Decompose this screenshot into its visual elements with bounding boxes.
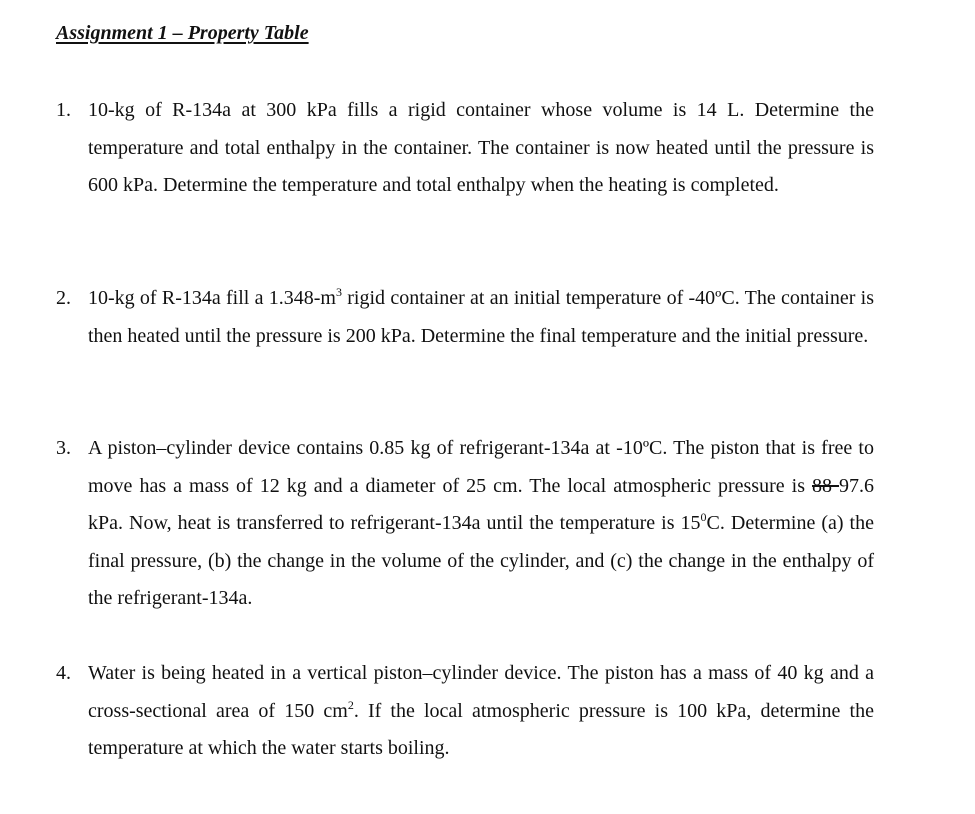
superscript: 0 [700,510,707,525]
problem-number: 2. [56,287,71,309]
problem-text-part: Water is being heated in a vertical piston–cylinder device. The piston has a mass of 40 kg and a cross-sectional area of 150 cm [88,662,874,722]
struck-text: 88 [812,474,840,497]
page-title: Assignment 1 – Property Table [56,22,309,44]
problem-text-part: rigid container at an initial temperature of -40ºC. The container is then heated until the pressure is 200 kPa. Determine the final temperature and the initial pressure. [88,287,875,347]
problem-number: 3. [56,437,71,459]
problem-text [88,92,874,205]
problem-text-part: 97.6 kPa. Now, heat is transferred to refrigerant-134a until the temperature is 15 [88,474,875,535]
problem-text [88,655,874,768]
problem-text [88,280,874,355]
problem-text-part: A piston–cylinder device contains 0.85 kg of refrigerant-134a at -10ºC. The piston that is free to move has a mass of 12 kg and a diameter of 25 cm. The local atmospheric pressure is [88,437,874,497]
problem-4 [56,655,874,768]
superscript: 2 [347,697,354,712]
problem-text [88,430,874,618]
problem-2 [56,280,874,355]
superscript: 3 [336,285,342,299]
problem-1 [56,92,874,205]
problem-text-part: C. Determine (a) the final pressure, (b) the change in the volume of the cylinder, and (c) the change in the enthalpy of the refrigerant-134a. [88,512,874,610]
problem-text-part: 10-kg of R-134a at 300 kPa fills a rigid container whose volume is 14 L. Determine the temperature and total enthalpy in the container. The container is now heated until the pressure is 600 kPa. Determine the temperature and total enthalpy when the heating is completed. [88,99,874,197]
problem-number: 1. [56,99,71,121]
problem-text-part: . If the local atmospheric pressure is 100 kPa, determine the temperature at which the water starts boiling. [88,699,874,760]
problem-text-part: 10-kg of R-134a fill a 1.348-m [88,287,336,309]
problem-3 [56,430,874,618]
problem-number: 4. [56,662,71,684]
